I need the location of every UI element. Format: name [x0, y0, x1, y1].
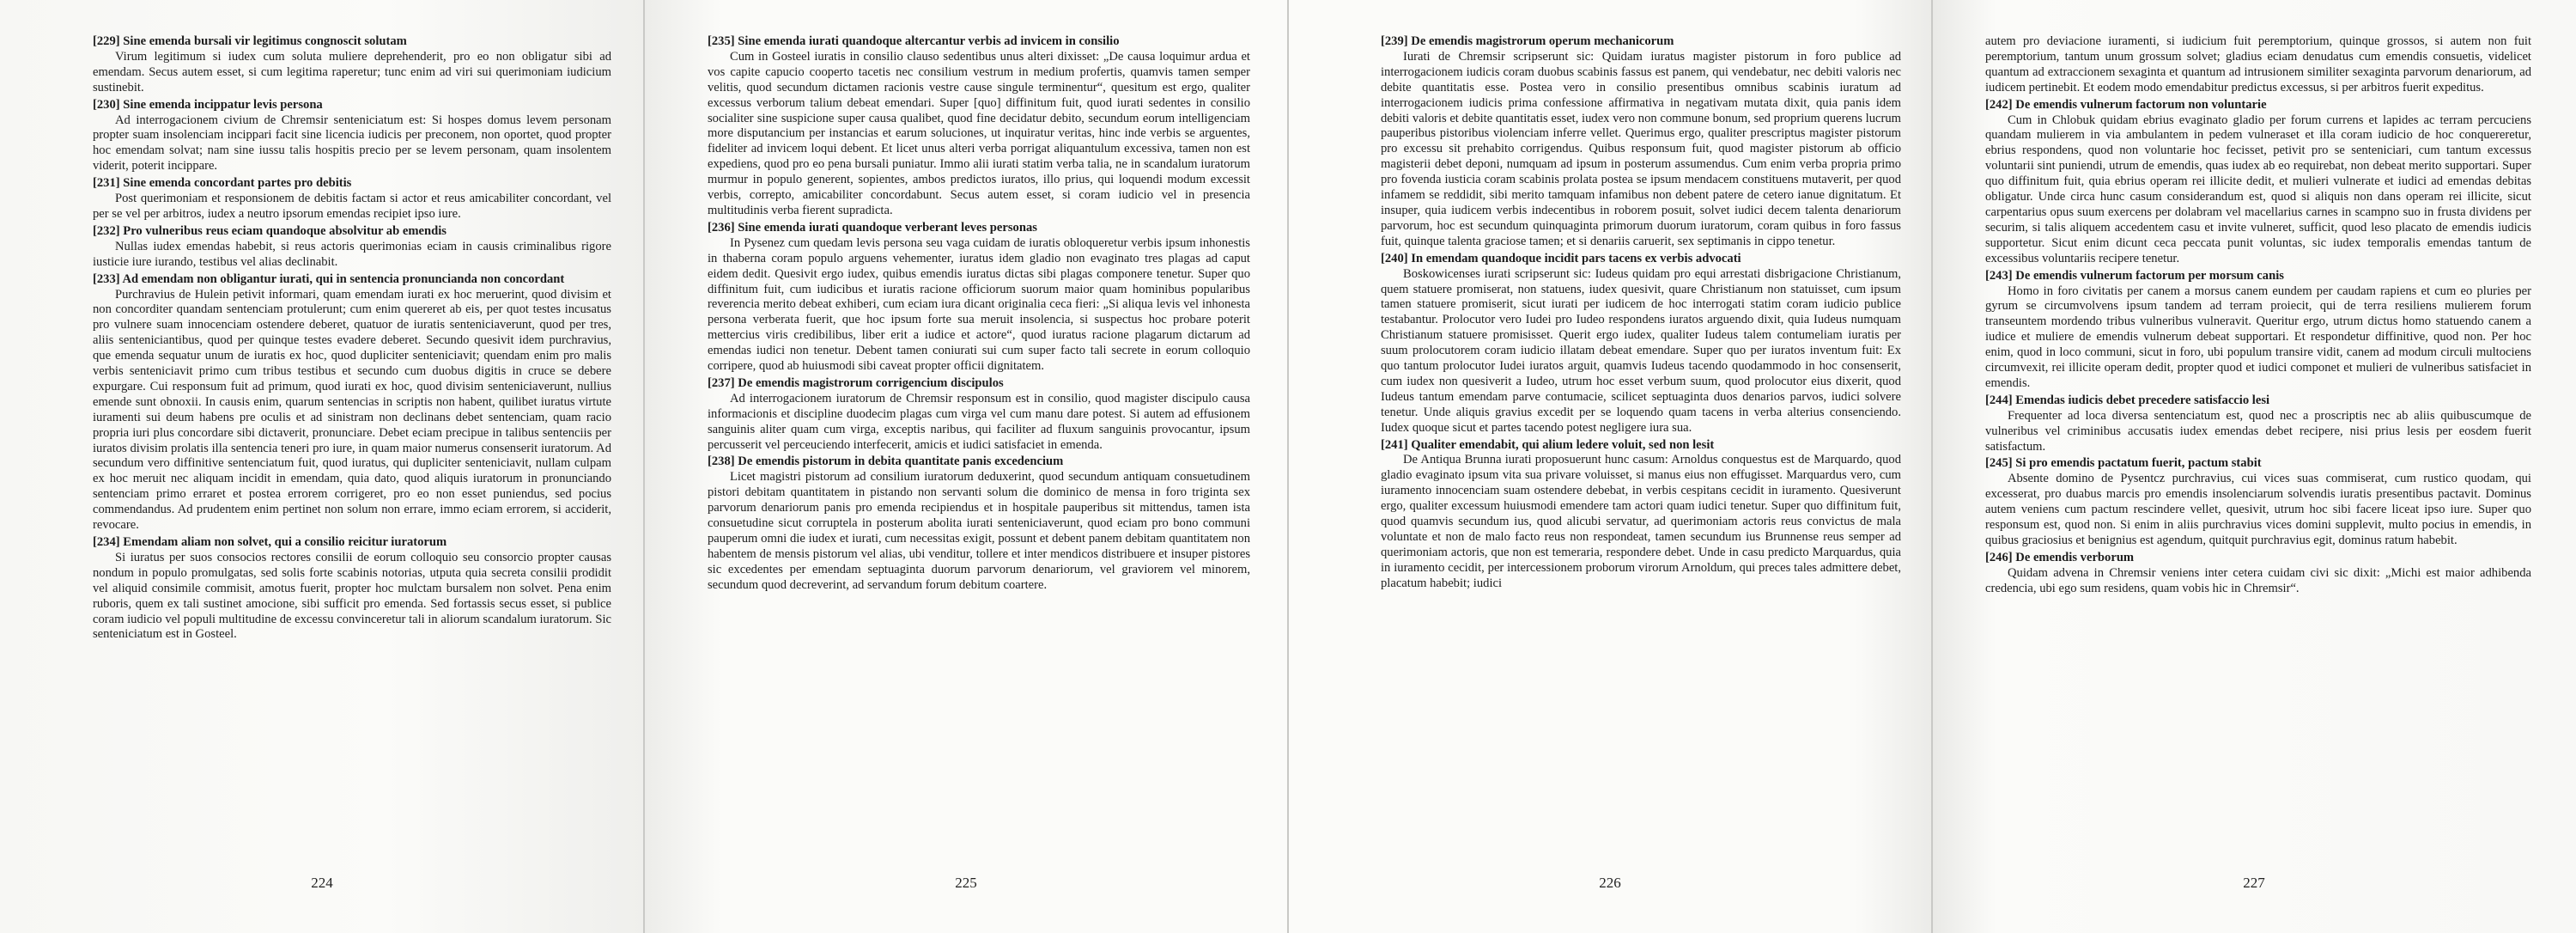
page-number: 226 — [1599, 875, 1621, 891]
section-title: Sine emenda incippatur levis persona — [123, 97, 323, 112]
section-title: Sine emenda concordant partes pro debitis — [123, 176, 352, 191]
section-number: [241] — [1381, 437, 1408, 452]
section-title: Sine emenda bursali vir legitimus congnoscit solutam — [123, 34, 407, 48]
section-title: Emendas iudicis debet precedere satisfaccio lesi — [2015, 393, 2270, 407]
section — [1381, 252, 1901, 436]
section-title: De emendis magistrorum operum mechanicorum — [1411, 34, 1674, 48]
section-body: Ad interrogacionem civium de Chremsir senteniciatum est: Si hospes domus levem personam propter suam insolenciam incippari facit sine licencia iudicis per preconem, non oportet, quod propter hoc emendam solvat; nam sine iussu talis hospitis precio per se levem personam, quam insolentem viderit, poterit incippare. — [93, 113, 611, 174]
section-body: Purchravius de Hulein petivit informari, quam emendam iurati ex hoc meruerint, quod divisim et non concorditer quandam sentenciam protulerunt; cum enim quereret ab eis, per quot testes incusatus pro vulnere suam innocenciam ostendere deberet, quatuor de iuratis senteniciaverunt, quod per tres, aliis senteniciantibus, quod per quinque testes evadere deberet. Secundo quesivit idem purchravius, que emenda sequatur unum de iuratis ex hoc, quod dupliciter senteniciavit; quendam enim pro malis verbis senteniciavit primo cum tribus testibus et secundo cum duobus digitis in cruce se debere expurgare. Cui responsum fuit ad primum, quod iurati ex hoc, quod divisim senteniciaverunt, nullius emende sunt obnoxii. In causis enim, quarum sentencias in scriptis non habent, quilibet iuratus virtute iuramenti sui deum habens pre oculis et ad sinistram non declinans debet sentenciam, quam racio propria iuri plus concordare sibi dictaverit, pronunciare. Debet eciam precipue in talibus sentenciis per iuratos divisim prolatis illa sentencia teneri pro iure, in quam maior numerus consenserit iuratorum. Ad secundum vero diffinitive sentenciatum fuit, quod iuratus, qui dupliciter senteniciavit, nullam culpam ex hoc meruit nec aliquam incidit in emendam, quia dato, quod aliquis iuratorum in pronunciando sentenciam primo erraret et postea errorem corrigeret, pro eo non esset puniendus, sed pocius commendandus. Ad prudentem enim pertinet non solum non errare, immo eciam errorem, si acciderit, revocare. — [93, 287, 611, 533]
section-title: Sine emenda iurati quandoque altercantur verbis ad invicem in consilio — [738, 34, 1120, 48]
section-title: De emendis vulnerum factorum non voluntarie — [2015, 97, 2267, 112]
section-body: autem pro deviacione iuramenti, si iudicium fuit peremptorium, quinque grossos, si autem non fuit peremptorium, tantum unum grossum solvet; gladius eciam denudatus cum emendis consuetis, videlicet quantum ad extraccionem sexaginta et quantum ad intrusionem similiter sexaginta parvorum denariorum, ad iudicem pertinebit. Et eodem modo emendabitur predictus excessus, si per arbitros fuerit expeditus. — [1985, 34, 2531, 95]
section — [1985, 269, 2531, 392]
section-body: Licet magistri pistorum ad consilium iuratorum deduxerint, quod secundum antiquam consuetudinem pistori debitam quantitatem in pistando non servanti solum die dominico de mensa in foro triginta sex parvorum denariorum panis pro emenda recipiendus et in hospitale pauperibus sit mittendus, tamen ista consuetudine sicut corruptela in posterum abolita iurati senteniciaverunt, quod eciam pro bono communi pauperum omni die iudex et iurati, cum necessitas exigit, possunt et debent panem debitam quantitatem non habentem de mensis pistorum vel alias, ubi venditur, tollere et inter mendicos distribuere et insuper pistores sic excedentes per emendam septuaginta duorum parvorum denariorum, vel graviorem vel minorem, secundum quod decreverint, ad servandum forum debitum coartere. — [708, 470, 1250, 592]
section — [93, 224, 611, 271]
section-number: [235] — [708, 34, 735, 48]
page-gutter — [1287, 0, 1289, 933]
section-number: [237] — [708, 375, 735, 390]
page-text-227 — [1985, 34, 2531, 859]
section-title: De emendis magistrorum corrigencium discipulos — [738, 375, 1004, 390]
section-body: De Antiqua Brunna iurati proposuerunt hunc casum: Arnoldus conquestus est de Marquardo, quod gladio evaginato ipsum vita sua privare voluisset, si manus eius non effugisset. Marquardus vero, cum iuramento innocenciam suam ostendere debebat, in verbis cespitans cecidit in iuramento. Quesiverunt ergo, qualiter excessum huiusmodi emendere tam actori quam iudici tenetur. Super quo diffinitum fuit, quod quamvis secundum ius, quod alicubi servatur, ad querimoniam actoris reus convictus de mala voluntate et non de malo facto reus non respondeat, tamen secundum ius Brunnense reus semper ad querimoniam actoris, que non est temeraria, respondere debet. Unde in casu predicto Marquardus, quia in iuramento cecidit, per intercessionem proborum virorum Arnoldum, qui preces tales admittere debet, placatum habebit; iudici — [1381, 453, 1901, 590]
page-227 — [1932, 0, 2576, 933]
section — [708, 34, 1250, 219]
section-body: Nullas iudex emendas habebit, si reus actoris querimonias eciam in causis criminalibus rigore iusticie iure iurando, testibus vel alias declinabit. — [93, 239, 611, 269]
page-number: 224 — [311, 875, 333, 891]
section — [708, 376, 1250, 454]
section-body: Cum in Gosteel iuratis in consilio clauso sedentibus unus alteri dixisset: „De causa loquimur ardua et vos capite capucio cooperto tacetis nec consilium vestrum in medium profertis, quamvis tamen semper velitis, quod secundum dictamen racionis vestre cause singule terminentur“, quesitum est ergo, qualiter excessus verborum talium debeat emendari. Super [quo] diffinitum fuit, quod iurati sedentes in consilio socialiter sine suspicione super causa qualibet, quod fine decidatur debito, secundum eorum intelligenciam more disputancium per instancias et earum soluciones, ut inquiratur veritas, hinc inde verbis se arguentes, fideliter ad invicem loqui debent. Et licet unus alteri verba porrigat aliquantulum excessiva, tamen non est expediens, quod pro eo pena bursali puniatur. Immo alii iurati statim verba talia, ne in scandalum iuratorum murmur in populo generent, sopientes, ambos predictos iuratos, illo prius, qui loquendi modum excessit verbis, correpto, amicabiliter concordabunt. Secus autem esset, si coram iudicio vel in presencia multitudinis verba fierent supradicta. — [708, 49, 1250, 217]
section-body: Virum legitimum si iudex cum soluta muliere deprehenderit, pro eo non obligatur sibi ad emendam. Secus autem esset, si cum legitima raperetur; tunc enim ad viri sui querimoniam iudicium sustinebit. — [93, 49, 611, 95]
section-body: Absente domino de Pysentcz purchravius, cui vices suas commiserat, cum rustico quodam, qui excesserat, pro duabus marcis pro emendis insolenciarum solvendis iuratis presentibus pactavit. Dominus autem veniens cum pactum rescindere vellet, quesivit, utrum hoc sibi facere liceat ipso iure. Super quo responsum est, quod non. Si enim in aliis purchravius vices domini supplevit, multo pocius in emendis, in quibus graciosius et benignius est agendum, quitquit purchravius egit, dominus ratum habebit. — [1985, 472, 2531, 547]
section — [708, 454, 1250, 593]
section-number: [230] — [93, 97, 120, 112]
section-title: Qualiter emendabit, qui alium ledere voluit, sed non lesit — [1411, 437, 1715, 452]
section-body: Iurati de Chremsir scripserunt sic: Quidam iuratus magister pistorum in foro publice ad interrogacionem iudicis coram duobus scabinis fassus est panem, qui vendebatur, nec debiti valoris nec debite quantitatis esse. Postea vero in consilio presentibus omnibus scabinis iuratum ad interrogacionem iudicis prima confessione affirmativa in negativam mutata dixit, quia panis idem debiti valoris et debite quantitatis esset, iudex vero non commune bonum, sed proprium querens lucrum pauperibus pistoribus violenciam inferre vellet. Querimus ergo, qualiter prescriptus magister pistorum pro excessu sit prehabito corrigendus. Quibus responsum fuit, quod magister pistorum ab officio magisterii debet deponi, numquam ad ipsum in posterum assumendus. Cum enim verba propria primo pro fovenda iusticia coram scabinis prolata postea se ipsum mendacem constituens mutaverit, per quod infamem se reddidit, sibi merito tamquam infamibus non debent patere de cetero ianue dignitatum. Et insuper, quia iudicem verbis indecentibus in roborem posuit, solvet iudici decem talenta denariorum parvorum, hoc est secundum quinquaginta primorum duorum iuratorum, coram quibus in foro fassus fuit, quinque talenta graciose tamen; et si denariis caruerit, sex septimanis in cippo tenetur. — [1381, 49, 1901, 248]
section — [1985, 34, 2531, 96]
section-body: Ad interrogacionem iuratorum de Chremsir responsum est in consilio, quod magister discipulo causa informacionis et discipline duodecim plagas cum virga vel cum manu dare potest. Si autem ad effusionem sanguinis aliter quam cum virga, exceptis naribus, qui faciliter ad fluxum sanguinis provocantur, ipsum percusserit vel perceuciendo interfecerit, amicis et iudici satisfaciet in emenda. — [708, 391, 1250, 452]
section-number: [233] — [93, 271, 120, 286]
section — [1985, 551, 2531, 597]
page-224 — [0, 0, 644, 933]
page-gutter — [643, 0, 645, 933]
section-number: [234] — [93, 535, 120, 549]
section-number: [246] — [1985, 550, 2013, 564]
section-number: [229] — [93, 34, 120, 48]
section — [93, 98, 611, 175]
section-number: [244] — [1985, 393, 2013, 407]
page-226 — [1288, 0, 1932, 933]
section-body: Si iuratus per suos consocios rectores consilii de eorum colloquio seu consorcio propter causas nondum in populo promulgatas, sed solis forte scabinis notorias, utputa quia secreta consilii prodidit vel aliquid consimile commisit, amotus fuerit, propter hoc mulctam bursalem non solvet. Pena enim ruboris, quem ex tali sustinet amocione, sibi sufficit pro emenda. Sed fortassis secus esset, si publice coram iudicio vel populi multitudine de excessu convinceretur tali in aliorum scandalum iuratorum. Sic senteniciatum est in Gosteel. — [93, 550, 611, 642]
section-title: Pro vulneribus reus eciam quandoque absolvitur ab emendis — [123, 223, 447, 238]
section — [93, 272, 611, 534]
section-title: De emendis pistorum in debita quantitate panis excedencium — [738, 454, 1064, 469]
section-body: Frequenter ad loca diversa sentenciatum est, quod nec a proscriptis nec ab aliis quibuscumque de vulneribus vel criminibus accusatis iudex emendas debet recipere, nisi prius lesis per eosdem fuerit satisfactum. — [1985, 408, 2531, 454]
page-225 — [644, 0, 1288, 933]
page-number: 225 — [955, 875, 977, 891]
section-body: Homo in foro civitatis per canem a morsus canem eundem per caudam rapiens et cum eo pluries per gyrum se circumvolvens ipsum tandem ad terram proiecit, qui de terra resiliens mulierem forum transeuntem mordendo tribus vulneribus vulneravit. Queritur ergo, utrum dictus homo statuendo canem a iudice et muliere de emendis vulnerum debeat supportari. Et respondetur diffinitive, quod non. Per hoc enim, quod in loco communi, sicut in foro, ubi populum transire vidit, canem ad modum circuli multociens circumvexit, rei illicite operam dedit, propter quod et iudici componet et mulieri de vulneribus satisfaciet in emendis. — [1985, 284, 2531, 390]
section-title: De emendis vulnerum factorum per morsum canis — [2015, 268, 2284, 283]
section-title: In emendam quandoque incidit pars tacens ex verbis advocati — [1411, 251, 1741, 265]
section — [1985, 98, 2531, 267]
section — [93, 535, 611, 643]
section-number: [245] — [1985, 456, 2013, 471]
section — [93, 176, 611, 223]
section-number: [243] — [1985, 268, 2013, 283]
section-body: Boskowicenses iurati scripserunt sic: Iudeus quidam pro equi arrestati disbrigacione Christianum, quem statuere promiserat, non statuens, iudex quesivit, quare Christianum non statuisset, cum ipsum tamen statuere promiserit, sicut iurati per iudicem de hoc interrogati statim coram iudicio publice testabantur. Prolocutor vero Iudei pro Iudeo respondens iuratos arguendo dixit, quia Iudeus numquam Christianum statuere promisisset. Querit ergo iudex, qualiter Iudeus talem contumeliam iuratis per suum prolocutorem coram iudicio illatam debeat emendare. Super quo per iuratos inventum fuit: Ex quo tantum prolocutor Iudei iuratos arguit, quamvis Iudeus tacendo quodammodo in hoc consenserit, cum iudex non quesiverit a Iudeo, utrum hoc esset verbum suum, quod prolocutor eius dixerit, quod Iudeus tantum emendam parve contumacie, scilicet septuaginta duos denarios parvos, iudici solvere tenetur. Unde aliquis gravius excedit per se loquendo quam tacens in verba alterius consenciendo. Iudex quoque sicut et partes tacendo potest negligere iura sua. — [1381, 266, 1901, 435]
section-number: [238] — [708, 454, 735, 469]
page-gutter — [1931, 0, 1933, 933]
section-number: [236] — [708, 220, 735, 235]
section-number: [240] — [1381, 251, 1408, 265]
page-text-224 — [93, 34, 611, 859]
section-body: Post querimoniam et responsionem de debitis factam si actor et reus amicabiliter concordant, vel per se vel per arbitros, iudex a neutro ipsorum emendas recipiet ipso iure. — [93, 192, 611, 221]
section — [1985, 456, 2531, 548]
section-title: Ad emendam non obligantur iurati, qui in sentencia pronuncianda non concordant — [122, 271, 565, 286]
section — [1381, 438, 1901, 592]
section — [93, 34, 611, 96]
section-body: In Pysenez cum quedam levis persona seu vaga cuidam de iuratis obloqueretur verbis ipsum inhonestis in thaberna coram populo arguens vehementer, iuratus idem gladio non evaginato tres plagas ad caput eidem dedit. Quesivit ergo iudex, quibus emendis iuratus dictas sibi plagas componere tenetur. Super quo diffinitum fuit, cum iudicibus et iuratis racione officiorum suorum maior quam hominibus popularibus reverencia merito debeat exhiberi, cum eciam iura dicant originalia ceca fieri: „Si aliqua levis vel inhonesta persona verberata fuerit, que hoc ipsum forte sua meruit insolencia, si suspectus hoc probare poterit mettercius viris credibilibus, liber erit a iudice et actore“, quod iuratus racione plagarum dictarum ad emendas iudici non tenetur. Debent tamen coniurati sui cum super facto tali secrete in eorum colloquio corripere, quod ab huiusmodi sibi caveat propter officii dignitatem. — [708, 235, 1250, 374]
section-title: Emendam aliam non solvet, qui a consilio reicitur iuratorum — [123, 535, 447, 549]
section-number: [232] — [93, 223, 120, 238]
section — [1985, 393, 2531, 455]
section-number: [239] — [1381, 34, 1408, 48]
section-number: [231] — [93, 176, 120, 191]
section-body: Cum in Chlobuk quidam ebrius evaginato gladio per forum currens et lapides ac terram percuciens quandam mulierem in via ambulantem in pedem vulneraset et illa coram iudicio de hoc conquereretur, ebrius respondens, quod non voluntarie hoc fecisset, petivit pro se senteniciari, cum tantum excessus voluntarii sint puniendi, utrum de emendis, quas iudex ab eo requirebat, non debeat merito supportari. Super quo diffinitum fuit, quia ebrius operam rei illicite dedit, et mulieri vulnerate et iudici ad emendas debitas obligatur. Unde circa hunc casum considerandum est, quod si aliquis non dans operam rei illicite, sicut carpentarius opus suum exercens per dolabram vel macellarius carnes in scampno suo in frusta dividens per securim, si talis aliquem accedentem casu et invite vulneret, sufficit, quod leso placato de emendis iudicis supportetur. Sicut enim dicunt ceca peccata punit voluntas, sic iudex temporalis emendas tantum de excessibus voluntariis recipere tenetur. — [1985, 113, 2531, 265]
section-number: [242] — [1985, 97, 2013, 112]
page-number: 227 — [2243, 875, 2265, 891]
page-text-225 — [708, 34, 1250, 859]
section-title: De emendis verborum — [2015, 550, 2135, 564]
section-title: Sine emenda iurati quandoque verberant leves personas — [738, 220, 1037, 235]
section-body: Quidam advena in Chremsir veniens inter cetera cuidam civi sic dixit: „Michi est maior adhibenda credencia, ubi ego sum residens, quam vobis hic in Chremsir“. — [1985, 565, 2531, 595]
page-text-226 — [1381, 34, 1901, 859]
section — [708, 221, 1250, 375]
section-title: Si pro emendis pactatum fuerit, pactum stabit — [2015, 456, 2262, 471]
section — [1381, 34, 1901, 250]
